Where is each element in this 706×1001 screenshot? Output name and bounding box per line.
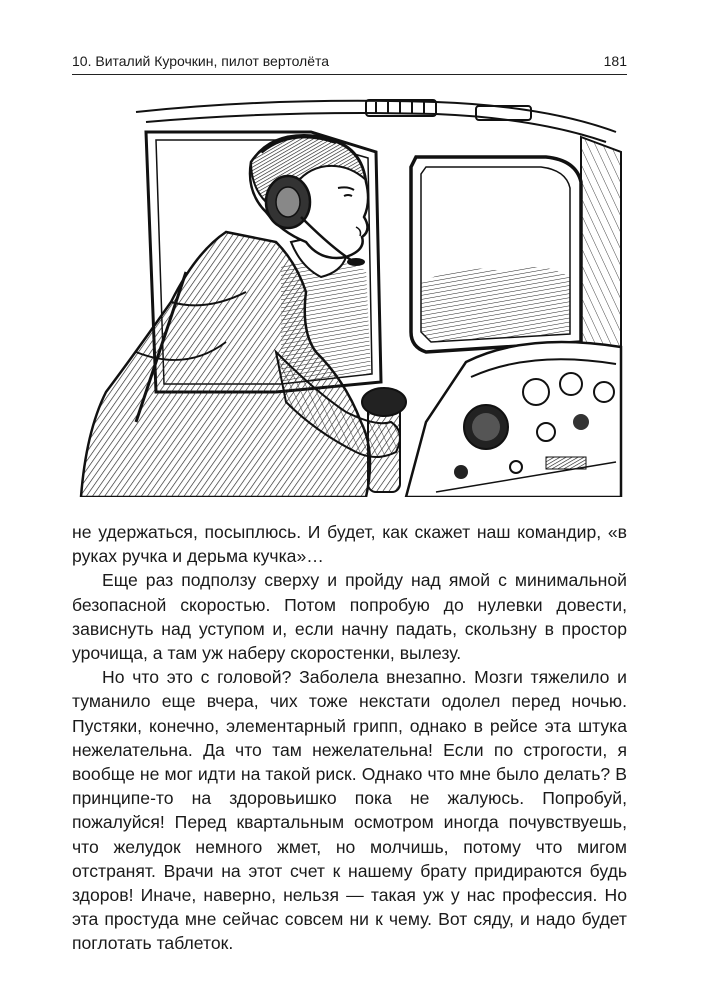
header-rule	[72, 74, 627, 75]
running-head	[72, 52, 627, 70]
cockpit-frame	[136, 100, 616, 142]
paragraph: Но что это с головой? Заболела внезапно. Мозги тяжелило и туманило еще вчера, чих тоже некстати одолел перед ночью. Пустяки, конечно, элементарный грипп, однако в рейсе эта штука нежелательна. Да что там нежелательна! Если по строгости, я вообще не мог идти на такой риск. Однако что мне было делать? В принципе-то на здоровьишко пока не жалуюсь. Попробуй, пожалуйся! Перед квартальным осмотром иногда почувствуешь, что желудок немного жмет, но молчишь, потому что мигом отстранят. Врачи на этот счет к нашему брату придираются будь здоров! Иначе, наверно, нельзя — такая уж у нас профессия. Но эта простуда мне сейчас совсем ни к чему. Вот сяду, и надо будет поглотать таблеток.	[72, 667, 627, 954]
pilot-illustration	[76, 92, 626, 497]
chapter-title: 10. Виталий Курочкин, пилот вертолёта	[72, 53, 330, 69]
paragraph: не удержаться, посыплюсь. И будет, как скажет наш командир, «в руках ручка и дерьма кучка»…	[72, 522, 627, 567]
instrument-panel	[406, 342, 621, 497]
body-text	[72, 520, 627, 956]
paragraph: Еще раз подползу сверху и пройду над ямой с минимальной безопасной скоростью. Потом попробую до нулевки довести, зависнуть над уступом и, если начну падать, скользну в простор урочища, а там уж наберу скоростенки, вылезу.	[72, 570, 627, 664]
right-window	[411, 157, 581, 352]
page-number: 181	[603, 53, 627, 69]
